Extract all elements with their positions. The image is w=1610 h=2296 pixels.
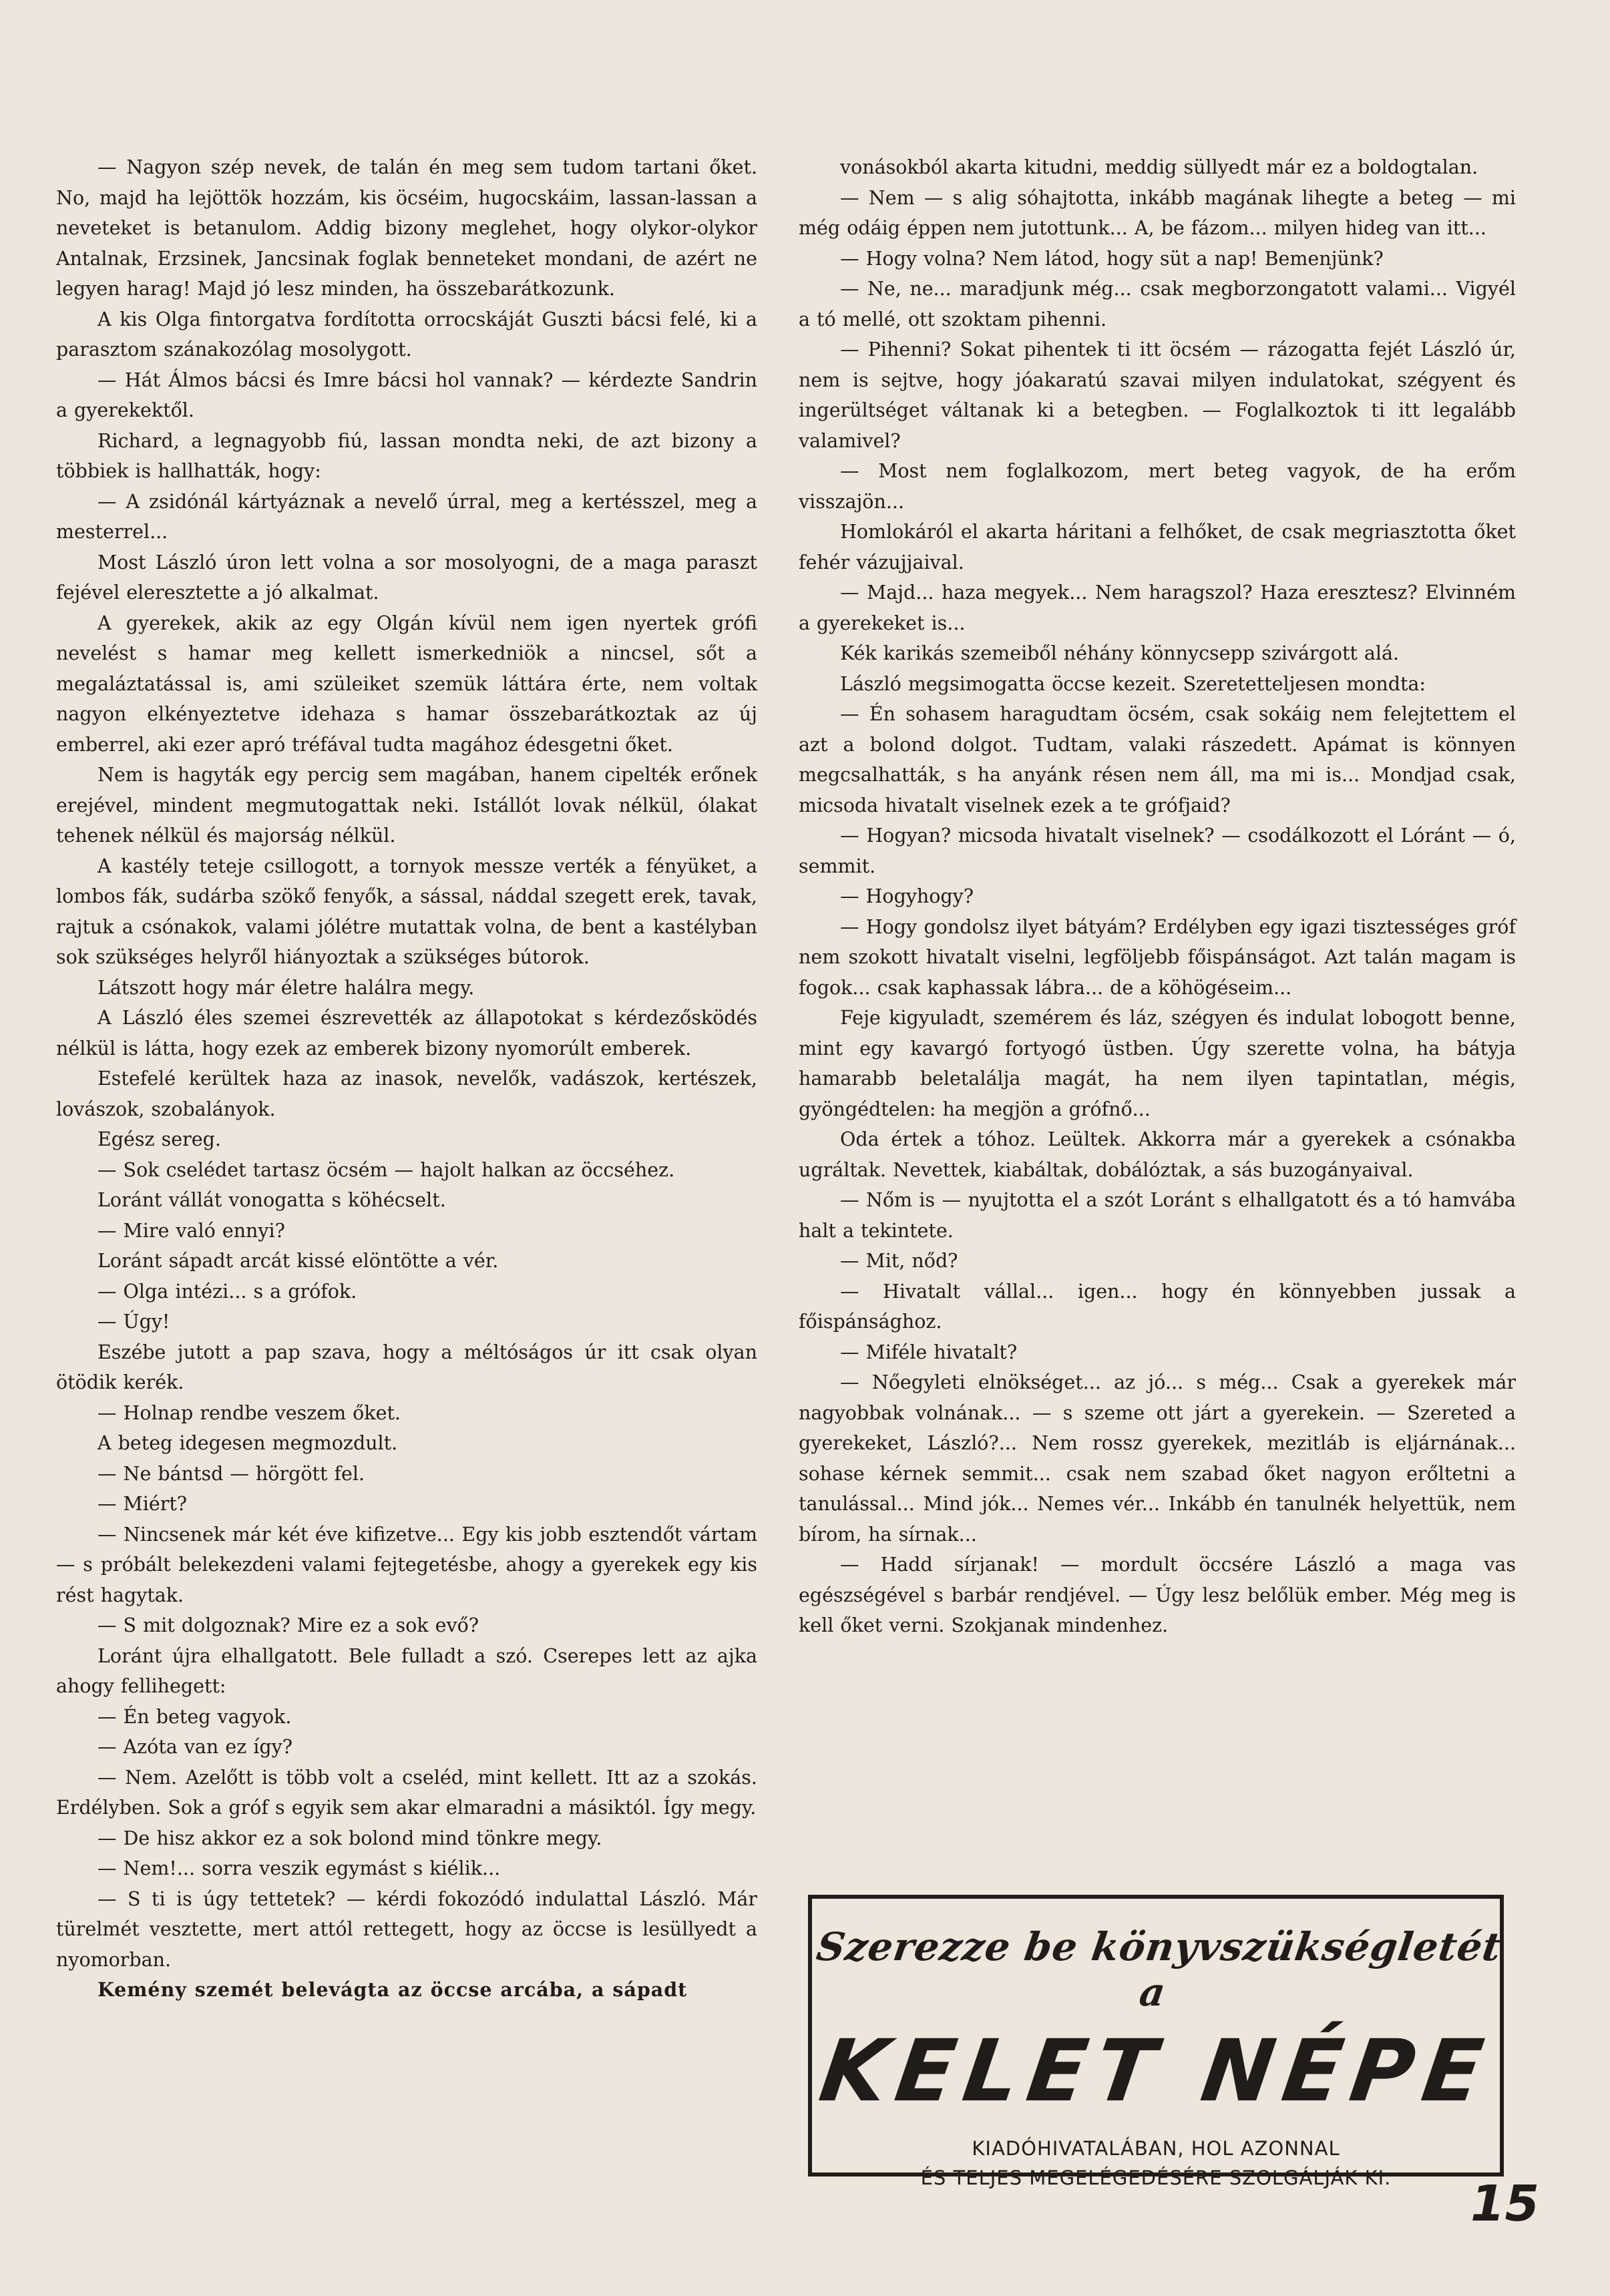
- paragraph: — Pihenni? Sokat pihentek ti itt öcsém — rázogatta fejét László úr, nem is sejtve, hogy jóakaratú szavai milyen indulatokat, szégyent és ingerültséget váltanak ki a betegben. — Foglalkoztok ti itt legalább valamivel?: [799, 338, 1516, 452]
- ad-tagline: Szerezze be könyvszükségletét a: [813, 1924, 1504, 2015]
- paragraph: Kemény szemét belevágta az öccse arcába, a sápadt: [97, 1978, 688, 2001]
- paragraph: A gyerekek, akik az egy Olgán kívül nem igen nyertek grófi nevelést s hamar meg kellett ismerkedniök a nincsel, sőt a megaláztatással is, ami szüleiket szemük láttára érte, nem voltak nagyon elkényeztetve idehaza s hamar összebarátkoztak az új emberrel, aki ezer apró tréfával tudta magához édesgetni őket.: [56, 612, 757, 756]
- paragraph: Kék karikás szemeiből néhány könnycsepp szivárgott alá.: [840, 642, 1400, 664]
- paragraph: A beteg idegesen megmozdult.: [97, 1432, 398, 1454]
- page-number: 15: [1470, 2175, 1539, 2233]
- paragraph: Loránt újra elhallgatott. Bele fulladt a szó. Cserepes lett az ajka ahogy fellihegett:: [56, 1644, 757, 1697]
- paragraph: — Hogyhogy?: [840, 885, 974, 907]
- paragraph: — Miféle hivatalt?: [840, 1341, 1018, 1363]
- paragraph: Látszott hogy már életre halálra megy.: [97, 976, 475, 999]
- paragraph: Eszébe jutott a pap szava, hogy a méltóságos úr itt csak olyan ötödik kerék.: [56, 1341, 757, 1393]
- paragraph: — Miért?: [97, 1493, 188, 1515]
- paragraph: Most László úron lett volna a sor mosolyogni, de a maga paraszt fejével eleresztette a jó alkalmat.: [56, 551, 757, 604]
- paragraph: — Nem!... sorra veszik egymást s kiélik...: [97, 1857, 501, 1879]
- paragraph: A kastély teteje csillogott, a tornyok messze verték a fényüket, a lombos fák, sudárba szökő fenyők, a sással, náddal szegett erek, tavak, rajtuk a csónakok, valami jólétre mutattak volna, de bent a kastélyban sok szükséges helyről hiányoztak a szükséges bútorok.: [56, 855, 757, 968]
- paragraph: — Én beteg vagyok.: [97, 1705, 292, 1728]
- paragraph: Oda értek a tóhoz. Leültek. Akkorra már a gyerekek a csónakba ugráltak. Nevettek, kiabáltak, dobálóztak, a sás buzogányaival.: [799, 1128, 1516, 1181]
- paragraph: — A zsidónál kártyáznak a nevelő úrral, meg a kertésszel, meg a mesterrel...: [56, 490, 757, 543]
- paragraph: Homlokáról el akarta háritani a felhőket, de csak megriasztotta őket fehér vázujjaival.: [799, 521, 1516, 573]
- paragraph: — Hát Álmos bácsi és Imre bácsi hol vannak? — kérdezte Sandrin a gyerekektől.: [56, 369, 757, 421]
- paragraph: — Olga intézi... s a grófok.: [97, 1280, 357, 1303]
- paragraph: — Nem. Azelőtt is több volt a cseléd, mint kellett. Itt az a szokás. Erdélyben. Sok a gróf s egyik sem akar elmaradni a másiktól. Így megy.: [56, 1766, 757, 1819]
- paragraph: — S ti is úgy tettetek? — kérdi fokozódó indulattal László. Már türelmét vesztette, mert attól rettegett, hogy az öccse is lesüllyedt a nyomorban.: [56, 1887, 757, 1971]
- ad-line-1: KIADÓHIVATALÁBAN, HOL AZONNAL: [972, 2137, 1340, 2160]
- paragraph: Loránt sápadt arcát kissé elöntötte a vér.: [97, 1250, 499, 1272]
- paragraph: — Mit, nőd?: [840, 1250, 958, 1272]
- right-column: [799, 152, 1516, 1641]
- paragraph: Nem is hagyták egy percig sem magában, hanem cipelték erőnek erejével, mindent megmutogattak neki. Istállót lovak nélkül, ólakat tehenek nélkül és majorság nélkül.: [56, 764, 757, 847]
- paragraph: — Hogyan? micsoda hivatalt viselnek? — csodálkozott el Lóránt — ó, semmit.: [799, 825, 1516, 877]
- paragraph: — Nőm is — nyujtotta el a szót Loránt s elhallgatott és a tó hamvába halt a tekintete.: [799, 1189, 1516, 1242]
- paragraph: — Azóta van ez így?: [97, 1736, 293, 1758]
- paragraph: — S mit dolgoznak? Mire ez a sok evő?: [97, 1614, 479, 1636]
- paragraph: — Hadd sírjanak! — mordult öccsére László a maga vas egészségével s barbár rendjével. — Úgy lesz belőlük ember. Még meg is kell őket verni. Szokjanak mindenhez.: [799, 1554, 1516, 1636]
- paragraph: — Úgy!: [97, 1311, 170, 1333]
- paragraph: — Én sohasem haragudtam öcsém, csak sokáig nem felejtettem el azt a bolond dolgot. Tudtam, valaki rászedett. Apámat is könnyen megcsalhatták, s ha anyánk résen nem áll, ma mi is... Mondjad csak, micsoda hivatalt viselnek ezek a te grófjaid?: [799, 703, 1516, 817]
- paragraph: A kis Olga fintorgatva fordította orrocskáját Guszti bácsi felé, ki a parasztom szánakozólag mosolygott.: [56, 308, 757, 361]
- paragraph: — Hogy volna? Nem látod, hogy süt a nap! Bemenjünk?: [840, 247, 1384, 270]
- paragraph: Estefelé kerültek haza az inasok, nevelők, vadászok, kertészek, lovászok, szobalányok.: [56, 1068, 757, 1120]
- paragraph: — Nincsenek már két éve kifizetve... Egy kis jobb esztendőt vártam — s próbált belekezdeni valami fejtegetésbe, ahogy a gyerekek egy kis rést hagytak.: [56, 1523, 757, 1606]
- paragraph: — Ne, ne... maradjunk még... csak megborzongatott valami... Vigyél a tó mellé, ott szoktam pihenni.: [799, 278, 1516, 330]
- paragraph: László megsimogatta öccse kezeit. Szeretetteljesen mondta:: [840, 672, 1426, 695]
- paragraph: Richard, a legnagyobb fiú, lassan mondta neki, de azt bizony a többiek is hallhatták, hogy:: [56, 429, 757, 482]
- paragraph: — Hivatalt vállal... igen... hogy én könnyebben jussak a főispánsághoz.: [799, 1280, 1516, 1333]
- paragraph: A László éles szemei észrevették az állapotokat s kérdezősködés nélkül is látta, hogy ezek az emberek bizony nyomorúlt emberek.: [56, 1007, 757, 1060]
- paragraph: Feje kigyuladt, szemérem és láz, szégyen és indulat lobogott benne, mint egy kavargó fortyogó üstben. Úgy szerette volna, ha bátyja hamarabb beletalálja magát, ha nem ilyen tapintatlan, mégis, gyöngédtelen: ha megjön a grófnő...: [799, 1007, 1516, 1120]
- ad-brand-logo: KELET NÉPE: [813, 2022, 1498, 2121]
- paragraph: — Majd... haza megyek... Nem haragszol? Haza eresztesz? Elvinném a gyerekeket is...: [799, 582, 1516, 634]
- paragraph: — De hisz akkor ez a sok bolond mind tönkre megy.: [97, 1827, 602, 1849]
- paragraph: — Most nem foglalkozom, mert beteg vagyok, de ha erőm visszajön...: [799, 460, 1516, 513]
- paragraph: vonásokból akarta kitudni, meddig süllyedt már ez a boldogtalan.: [840, 156, 1478, 178]
- kelet-nepe-advertisement: [808, 1895, 1504, 2189]
- paragraph: — Nem — s alig sóhajtotta, inkább magának lihegte a beteg — mi még odáig éppen nem jutottunk... A, be fázom... milyen hideg van itt...: [799, 186, 1516, 239]
- paragraph: — Nőegyleti elnökséget... az jó... s még... Csak a gyerekek már nagyobbak volnának... — s szeme ott járt a gyerekein. — Szereted a gyerekeket, László?... Nem rossz gyerekek, mezitláb is eljárnának... sohase kérnek semmit... csak nem szabad őket nagyon erőltetni a tanulással... Mind jók... Nemes vér... Inkább én tanulnék helyettük, nem bírom, ha sírnak...: [799, 1371, 1516, 1546]
- left-column: [56, 152, 757, 2006]
- paragraph: Loránt vállát vonogatta s köhécselt.: [97, 1189, 446, 1211]
- paragraph: — Nagyon szép nevek, de talán én meg sem tudom tartani őket. No, majd ha lejöttök hozzám, kis öcséim, hugocskáim, lassan-lassan a neveteket is betanulom. Addig bizony meglehet, hogy olykor-olykor Antalnak, Erzsinek, Jancsinak foglak benneteket mondani, de azért ne legyen harag! Majd jó lesz minden, ha összebarátkozunk.: [56, 156, 757, 300]
- paragraph: — Ne bántsd — hörgött fel.: [97, 1462, 365, 1485]
- paragraph: Egész sereg.: [97, 1128, 221, 1150]
- ad-line-2: ÉS TELJES MEGELÉGEDÉSÉRE SZOLGÁLJÁK KI.: [920, 2166, 1392, 2189]
- paragraph: — Mire való ennyi?: [97, 1219, 285, 1242]
- paragraph: — Hogy gondolsz ilyet bátyám? Erdélyben egy igazi tisztességes gróf nem szokott hivatalt viselni, legföljebb főispánságot. Azt talán magam is fogok... csak kaphassak lábra... de a köhögéseim...: [799, 915, 1516, 999]
- paragraph: — Holnap rendbe veszem őket.: [97, 1401, 401, 1424]
- paragraph: — Sok cselédet tartasz öcsém — hajolt halkan az öccséhez.: [97, 1158, 675, 1181]
